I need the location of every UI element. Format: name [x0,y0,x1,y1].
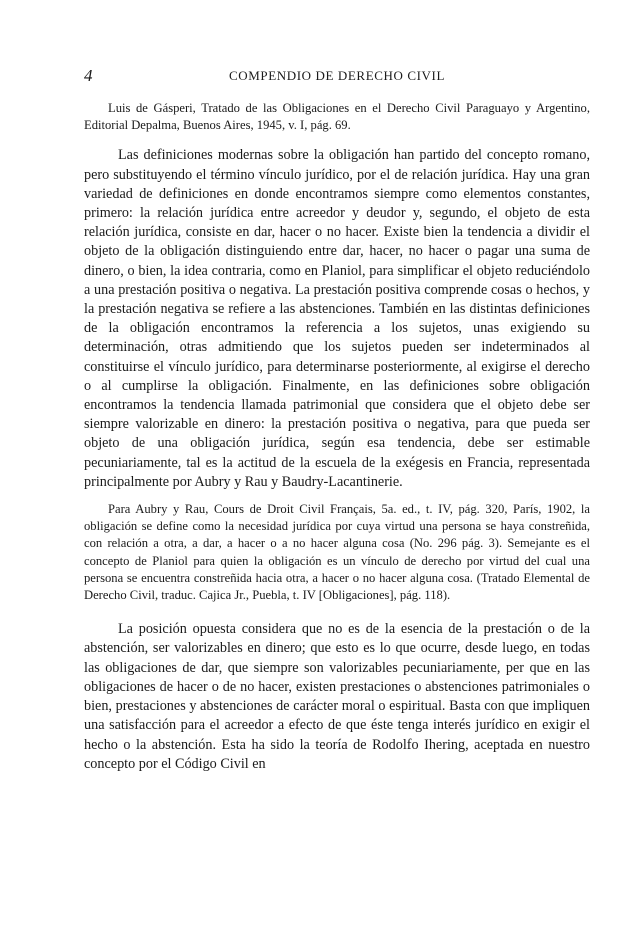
page-body [84,100,590,774]
paragraph-opposite-position: La posición opuesta considera que no es de la esencia de la prestación o de la abstención, ser valorizables en dinero; que esto es lo que ocurre, desde luego, en todas las obligaciones de dar, que siempre son valorizables pecuniariamente, per que en las obligaciones de hacer o de no hacer, existen prestaciones o abstenciones patrimoniales o bien, prestaciones y abstenciones de carácter moral o espiritual. Basta con que impliquen una satisfacción para el acreedor a efecto de que éste tenga interés jurídico en exigir el hecho o la abstención. Esta ha sido la teoría de Rodolfo Ihering, aceptada en nuestro concepto por el Código Civil en [84,621,590,772]
footnote-gasperi: Luis de Gásperi, Tratado de las Obligaciones en el Derecho Civil Paraguayo y Argentino, Editorial Depalma, Buenos Aires, 1945, v. I, pág. 69. [84,101,590,133]
paragraph-definitions: Las definiciones modernas sobre la obligación han partido del concepto romano, pero substituyendo el término vínculo jurídico, por el de relación jurídica. Hay una gran variedad de definiciones en donde encontramos siempre como elementos constantes, primero: la relación jurídica entre acreedor y deudor y, segundo, el objeto de esta relación jurídica, consiste en dar, hacer o no hacer. Existe bien la tendencia a dividir el objeto de la obligación distinguiendo entre dar, hacer, no hacer o pagar una suma de dinero, o bien, la idea contraria, como en Planiol, para simplificar el objeto reduciéndolo a una prestación positiva o negativa. La prestación positiva comprende cosas o hechos, y la prestación negativa se refiere a las abstenciones. También en las distintas definiciones de la obligación encontramos la referencia a los sujetos, unas exigiendo su determinación, otras admitiendo que los sujetos pueden ser indeterminados al constituirse el vínculo jurídico, para determinarse posteriormente, al exigirse el derecho o al cumplirse la obligación. Finalmente, en las definiciones sobre obligación encontramos la tendencia llamada patrimonial que considera que el objeto debe ser siempre valorizable en dinero: la prestación positiva o negativa, para que pueda ser objeto de una obligación jurídica, según esa tendencia, debe ser estimable pecuniariamente, tal es la actitud de la escuela de la exégesis en Francia, representada principalmente por Aubry y Rau y Baudry-Lacantinerie. [84,147,590,490]
footnote-aubry-rau: Para Aubry y Rau, Cours de Droit Civil Français, 5a. ed., t. IV, pág. 320, París, 1902, la obligación se define como la necesidad jurídica por cuya virtud una persona se haya constreñida, con relación a otra, a dar, a hacer o a no hacer alguna cosa (No. 296 pág. 3). Semejante es el concepto de Planiol para quien la obligación es un vínculo de derecho por virtud del cual una persona se encuentra constreñida hacia otra, a hacer o no hacer alguna cosa. (Tratado Elemental de Derecho Civil, traduc. Cajica Jr., Puebla, t. IV [Obligaciones], pág. 118). [84,502,590,603]
page-header [84,66,590,86]
running-title: COMPENDIO DE DERECHO CIVIL [228,68,445,83]
page-number: 4 [84,66,93,85]
